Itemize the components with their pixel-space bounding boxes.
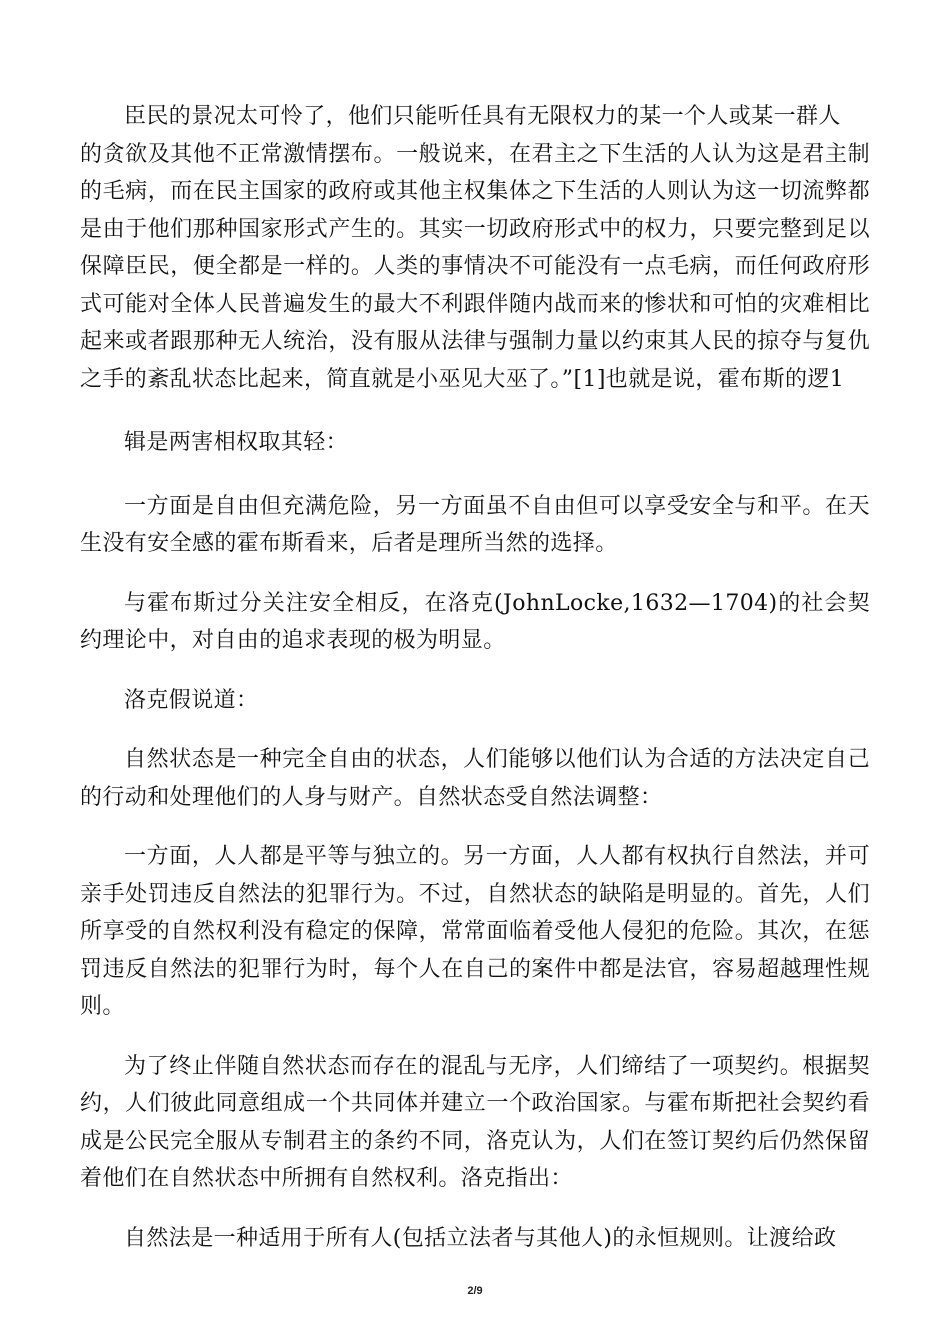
paragraph-8: 一方面，人人都是平等与独立的。另一方面，人人都有权执行自然法，并可亲手处罚违反自然法的犯罪行为。不过，自然状态的缺陷是明显的。首先，人们所享受的自然权利没有稳定的保障，常常面临着受他人侵犯的危险。其次，在惩罚违反自然法的犯罪行为时，每个人在自己的案件中都是法官，容易超越理性规则。 <box>80 844 870 1019</box>
paragraph-9: 为了终止伴随自然状态而存在的混乱与无序，人们缔结了一项契约。根据契约，人们彼此同意组成一个共同体并建立一个政治国家。与霍布斯把社会契约看成是公民完全服从专制君主的条约不同，洛克认为，人们在签订契约后仍然保留着他们在自然状态中所拥有自然权利。洛克指出： <box>80 1053 870 1191</box>
paragraph-10: 自然法是一种适用于所有人(包括立法者与其他人)的永恒规则。让渡给政 <box>124 1225 837 1251</box>
paragraph-6: 洛克假说道： <box>124 687 259 713</box>
body-text <box>80 98 870 1275</box>
paragraph-2: 的贪欲及其他不正常激情摆布。一般说来，在君主之下生活的人认为这是君主制的毛病，而在民主国家的政府或其他主权集体之下生活的人则认为这一切流弊都是由于他们那种国家形式产生的。其实一切政府形式中的权力，只要完整到足以保障臣民，便全都是一样的。人类的事情决不可能没有一点毛病，而任何政府形式可能对全体人民普遍发生的最大不利跟伴随内战而来的惨状和可怕的灾难相比起来或者跟那种无人统治，没有服从法律与强制力量以约束其人民的掠夺与复仇之手的紊乱状态比起来，简直就是小巫见大巫了。”[1]也就是说，霍布斯的逻1 <box>80 141 870 392</box>
paragraph-1: 臣民的景况太可怜了，他们只能听任具有无限权力的某一个人或某一群人 <box>124 104 841 129</box>
paragraph-3: 辑是两害相权取其轻： <box>124 430 349 455</box>
page-number: 2/9 <box>467 1285 483 1297</box>
paragraph-5: 与霍布斯过分关注安全相反，在洛克(JohnLocke,1632—1704)的社会契约理论中，对自由的追求表现的极为明显。 <box>80 590 870 653</box>
paragraph-4: 一方面是自由但充满危险，另一方面虽不自由但可以享受安全与和平。在天生没有安全感的霍布斯看来，后者是理所当然的选择。 <box>80 493 870 556</box>
paragraph-7: 自然状态是一种完全自由的状态，人们能够以他们认为合适的方法决定自己的行动和处理他们的人身与财产。自然状态受自然法调整： <box>80 747 870 810</box>
